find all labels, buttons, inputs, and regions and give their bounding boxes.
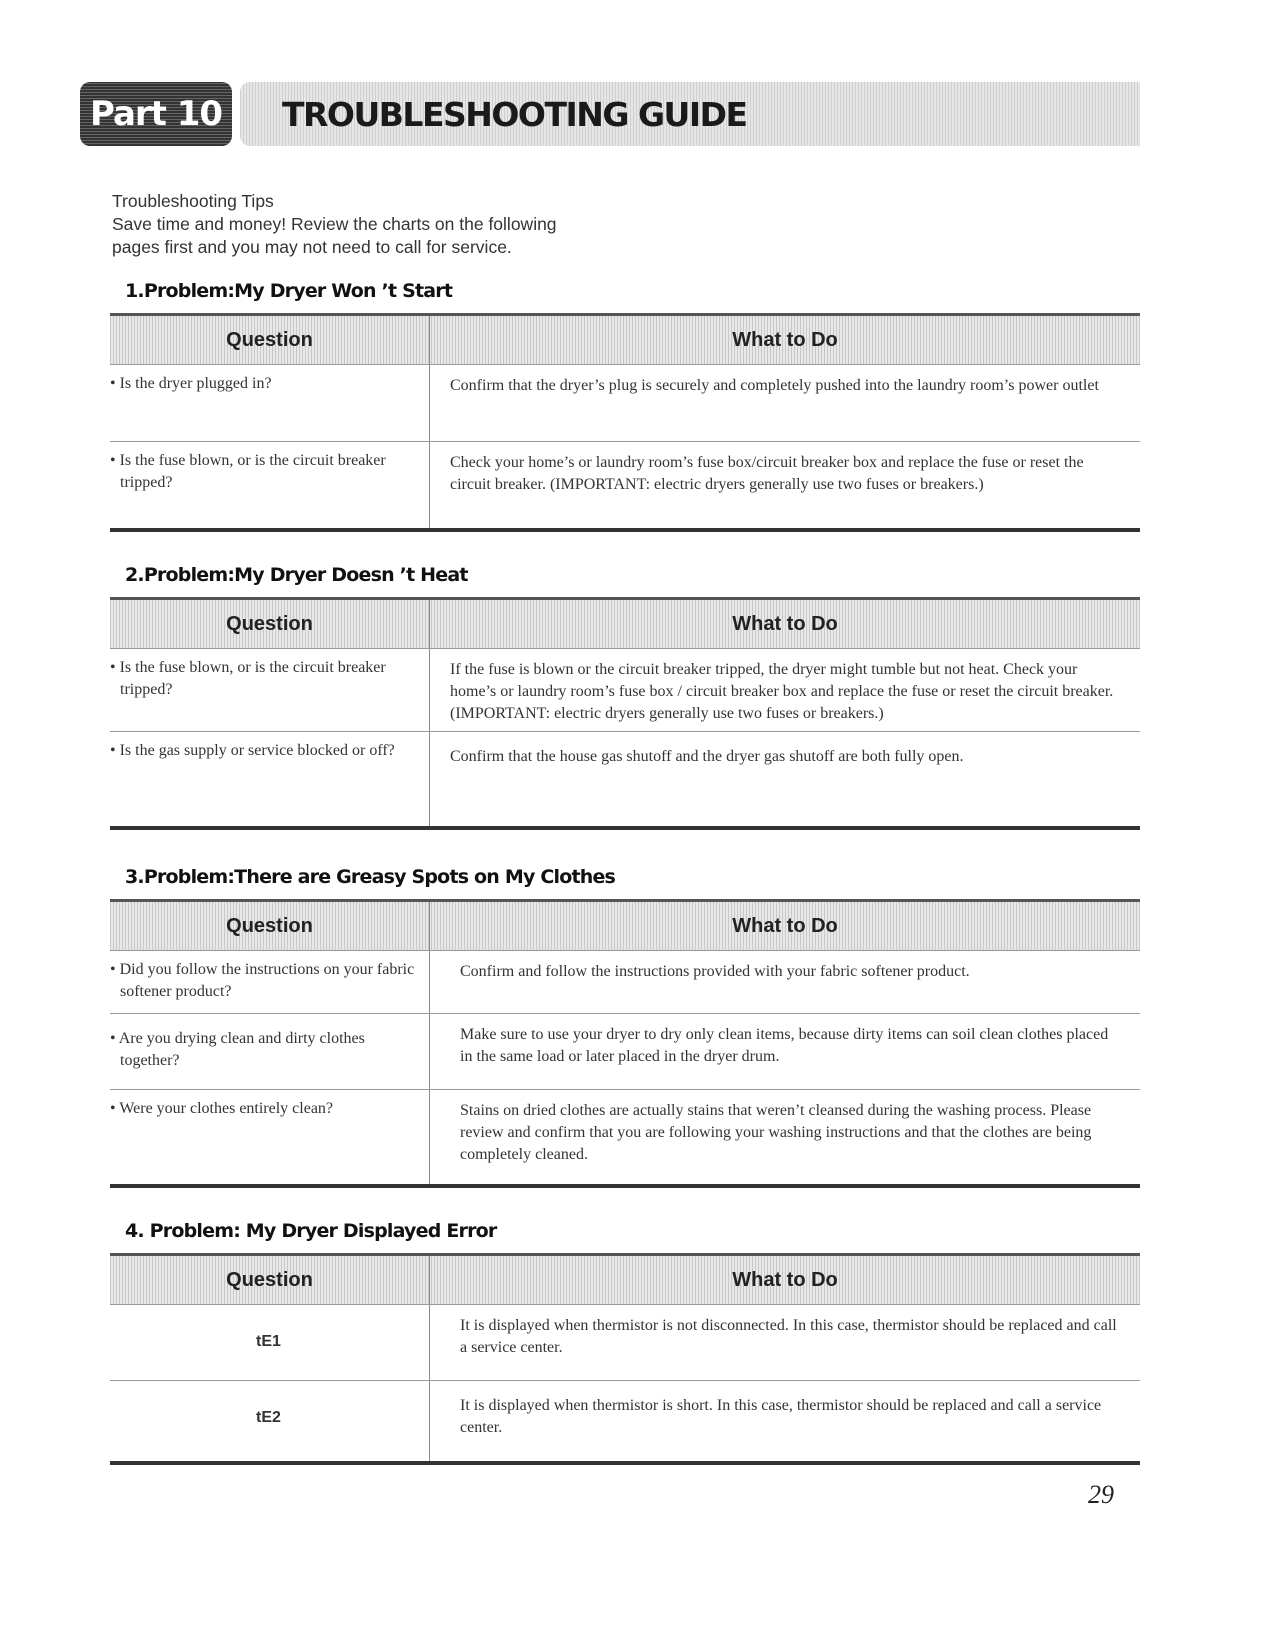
column-header-question: Question [110,316,430,364]
troubleshooting-table [110,1253,1140,1465]
table-header [110,899,1140,950]
question-cell: • Is the gas supply or service blocked or off? [110,732,430,826]
part-label [80,82,232,146]
question-cell: • Is the fuse blown, or is the circuit breaker tripped? [110,649,430,731]
answer-cell: It is displayed when thermistor is not disconnected. In this case, thermistor should be replaced and call a service center. [460,1317,1117,1356]
table-row [110,731,1140,826]
section-title: 4. Problem: My Dryer Displayed Error [125,1220,497,1242]
answer-cell: Confirm and follow the instructions provided with your fabric softener product. [460,963,970,980]
section-title: 3.Problem:There are Greasy Spots on My Clothes [125,866,616,888]
error-code: tE2 [110,1381,430,1461]
column-header-what: What to Do [732,328,838,351]
question-cell: • Did you follow the instructions on your fabric softener product? [110,951,430,1013]
question-cell: • Were your clothes entirely clean? [110,1090,430,1184]
answer-cell: It is displayed when thermistor is short. In this case, thermistor should be replaced and call a service center. [460,1397,1102,1436]
intro-line: pages first and you may not need to call for service. [112,237,512,257]
page-title: TROUBLESHOOTING GUIDE [282,94,747,134]
table-row [110,1013,1140,1089]
table-row [110,648,1140,731]
answer-cell: Confirm that the house gas shutoff and the dryer gas shutoff are both fully open. [450,748,964,765]
column-header-question: Question [110,1256,430,1304]
table-row [110,950,1140,1013]
troubleshooting-table [110,313,1140,532]
troubleshooting-table [110,899,1140,1188]
intro-line: Save time and money! Review the charts on the following [112,214,557,234]
intro-heading: Troubleshooting Tips [112,191,274,211]
column-header-what: What to Do [732,914,838,937]
table-header [110,1253,1140,1304]
column-header-question: Question [110,600,430,648]
answer-cell: If the fuse is blown or the circuit breaker tripped, the dryer might tumble but not heat. Check your home’s or laundry room’s fuse box / circuit breaker box and replace the fuse or reset the circuit breaker. (IMPORTANT: electric dryers generally use two fuses or breakers.) [450,661,1114,722]
answer-cell: Check your home’s or laundry room’s fuse box/circuit breaker box and replace the fuse or reset the circuit breaker. (IMPORTANT: electric dryers generally use two fuses or breakers.) [450,454,1084,493]
table-header [110,313,1140,364]
section-title: 1.Problem:My Dryer Won ’t Start [125,280,453,302]
question-cell: • Are you drying clean and dirty clothes together? [110,1014,430,1089]
table-row [110,1304,1140,1380]
intro [112,190,557,259]
table-row [110,1089,1140,1184]
page-number: 29 [1088,1480,1114,1509]
error-code: tE1 [110,1305,430,1380]
troubleshooting-table [110,597,1140,830]
part-text: Part 10 [89,94,223,134]
table-row [110,441,1140,528]
column-header-what: What to Do [732,612,838,635]
answer-cell: Confirm that the dryer’s plug is securely and completely pushed into the laundry room’s power outlet [450,377,1099,394]
question-cell: • Is the dryer plugged in? [110,365,430,441]
table-row [110,1380,1140,1461]
page-title-bar [240,82,1140,146]
table-row [110,364,1140,441]
answer-cell: Stains on dried clothes are actually stains that weren’t cleansed during the washing process. Please review and confirm that you are following your washing instructions and that the clothes are being completely cleaned. [460,1102,1092,1163]
column-header-what: What to Do [732,1268,838,1291]
answer-cell: Make sure to use your dryer to dry only clean items, because dirty items can soil clean clothes placed in the same load or later placed in the dryer drum. [460,1026,1109,1065]
question-cell: • Is the fuse blown, or is the circuit breaker tripped? [110,442,430,528]
table-header [110,597,1140,648]
section-title: 2.Problem:My Dryer Doesn ’t Heat [125,564,468,586]
column-header-question: Question [110,902,430,950]
